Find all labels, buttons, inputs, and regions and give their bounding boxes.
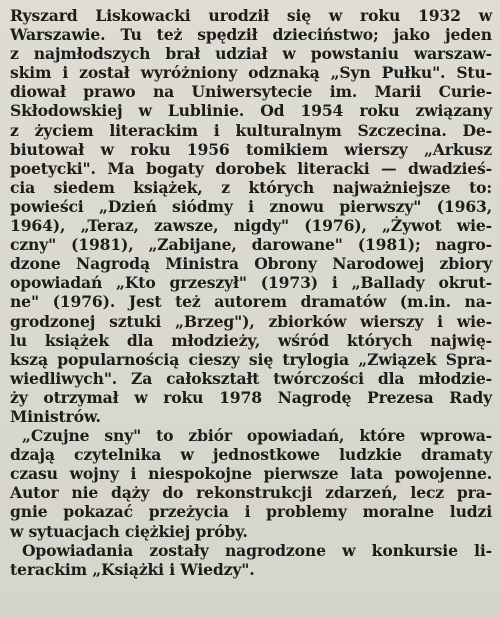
text-line: dzają czytelnika w jednostkowe ludzkie dramaty: [10, 445, 492, 465]
text-line: poetycki". Ma bogaty dorobek literacki — dwadzieś-: [10, 158, 492, 178]
text-line: w sytuacjach ciężkiej próby.: [10, 521, 248, 541]
text-line: Warszawie. Tu też spędził dzieciństwo; jako jeden: [10, 25, 492, 45]
text-line: grodzonej sztuki „Brzeg"), zbiorków wierszy i wie-: [10, 311, 492, 331]
text-line: 1964), „Teraz, zawsze, nigdy" (1976), „Żywot wie-: [10, 216, 492, 236]
text-line: Skłodowskiej w Lublinie. Od 1954 roku związany: [10, 101, 492, 121]
text-line: „Czujne sny" to zbiór opowiadań, które wprowa-: [22, 426, 492, 446]
text-line: Ministrów.: [10, 406, 101, 426]
text-line: biutował w roku 1956 tomikiem wierszy „Arkusz: [10, 139, 492, 159]
text-line: skim i został wyróżniony odznaką „Syn Pułku". Stu-: [10, 63, 492, 83]
book-description-paragraph: [10, 426, 492, 541]
text-line: ży otrzymał w roku 1978 Nagrodę Prezesa Rady: [10, 387, 492, 407]
text-line: cia siedem książek, z których najważniejsze to:: [10, 177, 492, 197]
text-line: Opowiadania zostały nagrodzone w konkursie li-: [22, 540, 492, 560]
biography-paragraph: [10, 6, 492, 426]
text-line: z życiem literackim i kulturalnym Szczecina. De-: [10, 120, 492, 140]
author-biography-text: [10, 6, 492, 579]
text-line: ne" (1976). Jest też autorem dramatów (m.in. na-: [10, 292, 492, 312]
text-line: kszą popularnością cieszy się trylogia „Związek Spra-: [10, 349, 492, 369]
award-paragraph: [10, 541, 492, 579]
text-line: terackim „Książki i Wiedzy".: [10, 559, 255, 579]
text-line: opowiadań „Kto grzeszył" (1973) i „Ballady okrut-: [10, 273, 492, 293]
text-line: dzone Nagrodą Ministra Obrony Narodowej zbiory: [10, 254, 492, 274]
text-line: powieści „Dzień siódmy i znowu pierwszy" (1963,: [10, 196, 492, 216]
text-line: z najmłodszych brał udział w powstaniu warszaw-: [10, 44, 492, 64]
text-line: diował prawo na Uniwersytecie im. Marii Curie-: [10, 82, 492, 102]
text-line: czny" (1981), „Zabijane, darowane" (1981); nagro-: [10, 235, 492, 255]
text-line: Ryszard Liskowacki urodził się w roku 1932 w: [10, 6, 492, 25]
text-line: gnie pokazać przeżycia i problemy moralne ludzi: [10, 502, 492, 522]
text-line: czasu wojny i niespokojne pierwsze lata powojenne.: [10, 464, 492, 484]
text-line: lu książek dla młodzieży, wśród których najwię-: [10, 330, 492, 350]
text-line: Autor nie dąży do rekonstrukcji zdarzeń, lecz pra-: [10, 483, 492, 503]
text-line: wiedliwych". Za całokształt twórczości dla młodzie-: [10, 368, 492, 388]
